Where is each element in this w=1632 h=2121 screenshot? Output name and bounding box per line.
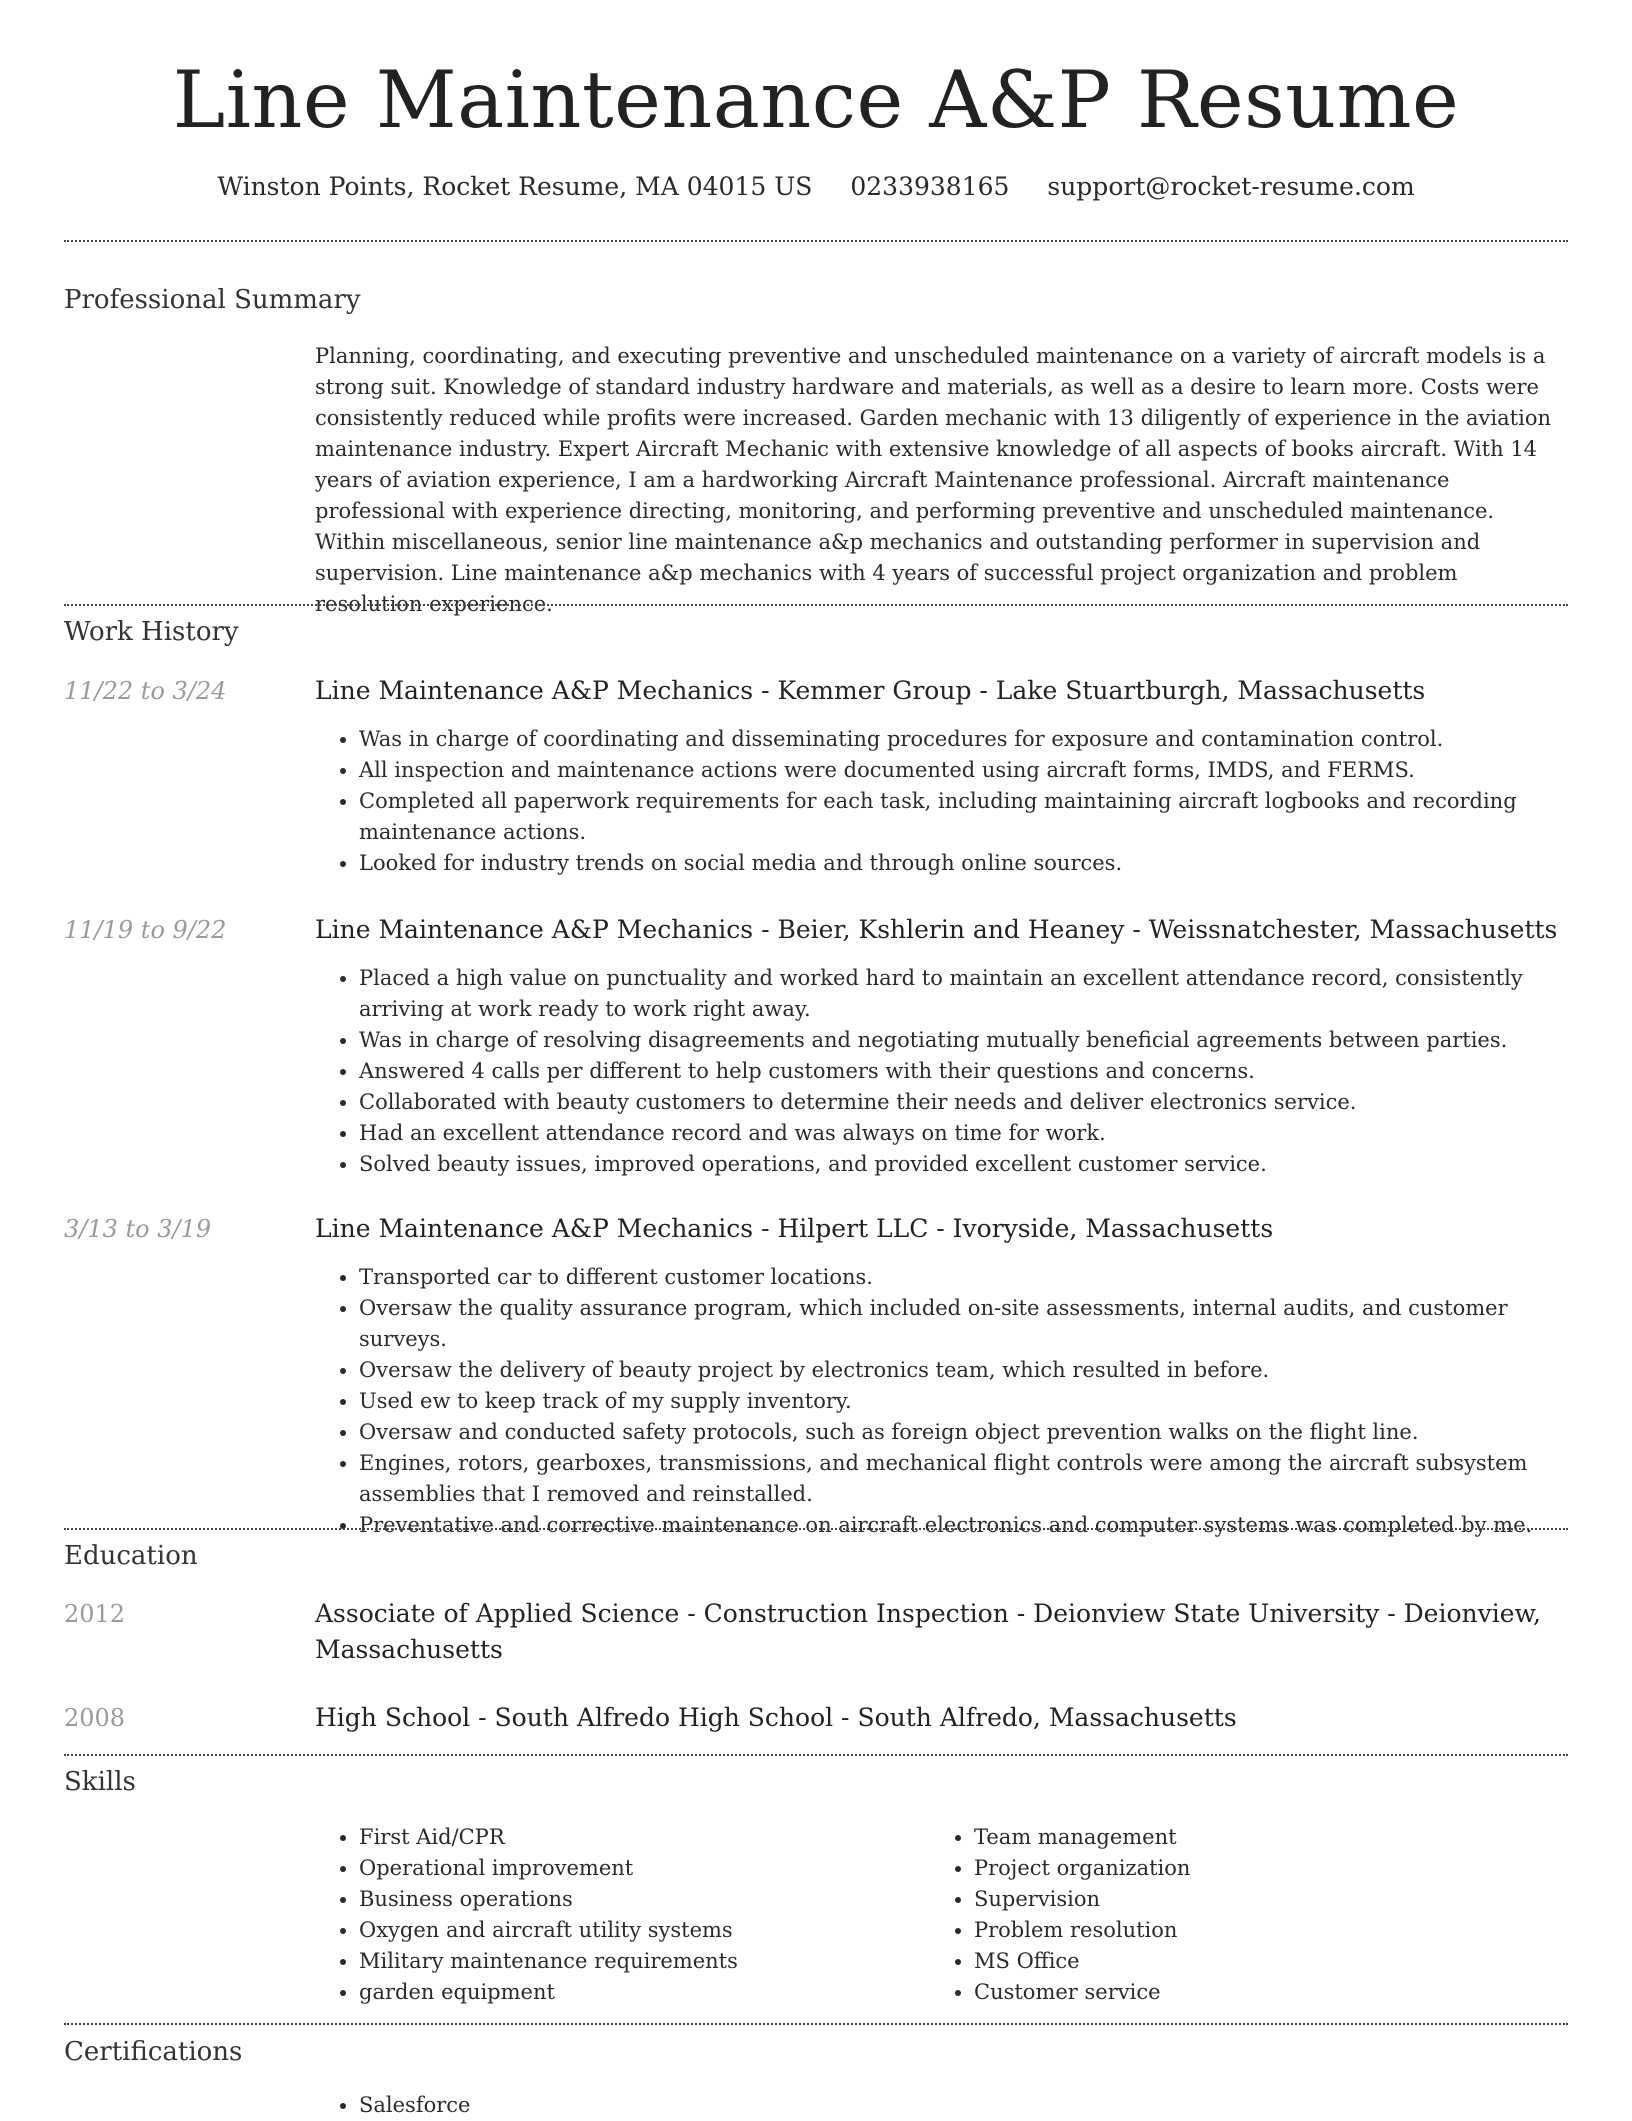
skill-item: • Business operations <box>359 1884 959 1915</box>
section-divider <box>64 1754 1568 1756</box>
certifications-list <box>315 2090 959 2121</box>
job-bullet: • Answered 4 calls per different to help customers with their questions and concerns. <box>359 1056 1570 1087</box>
job-title: Line Maintenance A&P Mechanics - Kemmer Group - Lake Stuartburgh, Massachusetts <box>315 676 1426 705</box>
section-heading-certifications: Certifications <box>64 2037 243 2067</box>
section-heading-education: Education <box>64 1541 198 1571</box>
certification-item: • Salesforce <box>359 2090 959 2121</box>
skill-item: • Customer service <box>974 1977 1574 2008</box>
job-bullet: • Oversaw the delivery of beauty project by electronics team, which resulted in before. <box>359 1355 1570 1386</box>
contact-line <box>0 170 1632 204</box>
job-title: Line Maintenance A&P Mechanics - Beier, Kshlerin and Heaney - Weissnatchester, Massachusetts <box>315 915 1558 944</box>
job-bullet: • Was in charge of resolving disagreements and negotiating mutually beneficial agreements between parties. <box>359 1025 1570 1056</box>
job-bullets <box>315 724 1570 879</box>
job-bullet: • Solved beauty issues, improved operations, and provided excellent customer service. <box>359 1149 1570 1180</box>
job-bullet: • Completed all paperwork requirements for each task, including maintaining aircraft logbooks and recording maintenance actions. <box>359 786 1570 848</box>
contact-phone: 0233938165 <box>850 172 1010 201</box>
skill-item: • Oxygen and aircraft utility systems <box>359 1915 959 1946</box>
job-bullets <box>315 963 1570 1180</box>
job-dates: 11/19 to 9/22 <box>64 916 227 944</box>
section-divider <box>64 604 1568 606</box>
skill-item: • Problem resolution <box>974 1915 1574 1946</box>
section-divider <box>64 2023 1568 2025</box>
contact-address: Winston Points, Rocket Resume, MA 04015 US <box>217 172 813 201</box>
skill-item: • Project organization <box>974 1853 1574 1884</box>
job-dates: 11/22 to 3/24 <box>64 677 227 705</box>
job-bullet: • Engines, rotors, gearboxes, transmissions, and mechanical flight controls were among the aircraft subsystem assemblies that I removed and reinstalled. <box>359 1448 1570 1510</box>
job-bullet: • Looked for industry trends on social media and through online sources. <box>359 848 1570 879</box>
summary-text: Planning, coordinating, and executing preventive and unscheduled maintenance on a variety of aircraft models is a strong suit. Knowledge of standard industry hardware and materials, as well as a desire to learn more. Costs were consistently reduced while profits were increased. Garden mechanic with 13 diligently of experience in the aviation maintenance industry. Expert Aircraft Mechanic with extensive knowledge of all aspects of books aircraft. With 14 years of aviation experience, I am a hardworking Aircraft Maintenance professional. Aircraft maintenance professional with experience directing, monitoring, and performing preventive and unscheduled maintenance. Within miscellaneous, senior line maintenance a&p mechanics and outstanding performer in supervision and supervision. Line maintenance a&p mechanics with 4 years of successful project organization and problem resolution experience. <box>315 344 1551 616</box>
skills-list-right <box>930 1822 1574 2008</box>
section-heading-summary: Professional Summary <box>64 285 361 315</box>
education-year: 2008 <box>64 1704 126 1732</box>
job-bullet: • Oversaw and conducted safety protocols, such as foreign object prevention walks on the flight line. <box>359 1417 1570 1448</box>
job-bullet: • Transported car to different customer locations. <box>359 1262 1570 1293</box>
section-heading-work-history: Work History <box>64 617 239 647</box>
skill-item: • Team management <box>974 1822 1574 1853</box>
skill-item: • Military maintenance requirements <box>359 1946 959 1977</box>
job-bullet: • Preventative and corrective maintenance on aircraft electronics and computer systems was completed by me. <box>359 1510 1570 1541</box>
section-heading-skills: Skills <box>64 1767 136 1797</box>
job-bullet: • Used ew to keep track of my supply inventory. <box>359 1386 1570 1417</box>
job-bullet: • Was in charge of coordinating and disseminating procedures for exposure and contamination control. <box>359 724 1570 755</box>
skill-item: • Supervision <box>974 1884 1574 1915</box>
section-divider <box>64 1528 1568 1530</box>
contact-email: support@rocket-resume.com <box>1047 172 1415 201</box>
skills-list-left <box>315 1822 959 2008</box>
skill-item: • Operational improvement <box>359 1853 959 1884</box>
job-bullet: • All inspection and maintenance actions were documented using aircraft forms, IMDS, and FERMS. <box>359 755 1570 786</box>
education-title: High School - South Alfredo High School - South Alfredo, Massachusetts <box>315 1703 1237 1732</box>
education-year: 2012 <box>64 1600 126 1628</box>
job-title: Line Maintenance A&P Mechanics - Hilpert LLC - Ivoryside, Massachusetts <box>315 1214 1274 1243</box>
skill-item: • First Aid/CPR <box>359 1822 959 1853</box>
skill-item: • MS Office <box>974 1946 1574 1977</box>
job-bullet: • Collaborated with beauty customers to determine their needs and deliver electronics service. <box>359 1087 1570 1118</box>
job-dates: 3/13 to 3/19 <box>64 1215 212 1243</box>
job-bullets <box>315 1262 1570 1541</box>
education-title: Associate of Applied Science - Construction Inspection - Deionview State University - Deionview, Massachusetts <box>315 1599 1541 1664</box>
resume-title: Line Maintenance A&P Resume <box>172 54 1460 146</box>
skill-item: • garden equipment <box>359 1977 959 2008</box>
job-bullet: • Placed a high value on punctuality and worked hard to maintain an excellent attendance record, consistently arriving at work ready to work right away. <box>359 963 1570 1025</box>
section-divider <box>64 240 1568 242</box>
job-bullet: • Oversaw the quality assurance program, which included on-site assessments, internal audits, and customer surveys. <box>359 1293 1570 1355</box>
job-bullet: • Had an excellent attendance record and was always on time for work. <box>359 1118 1570 1149</box>
